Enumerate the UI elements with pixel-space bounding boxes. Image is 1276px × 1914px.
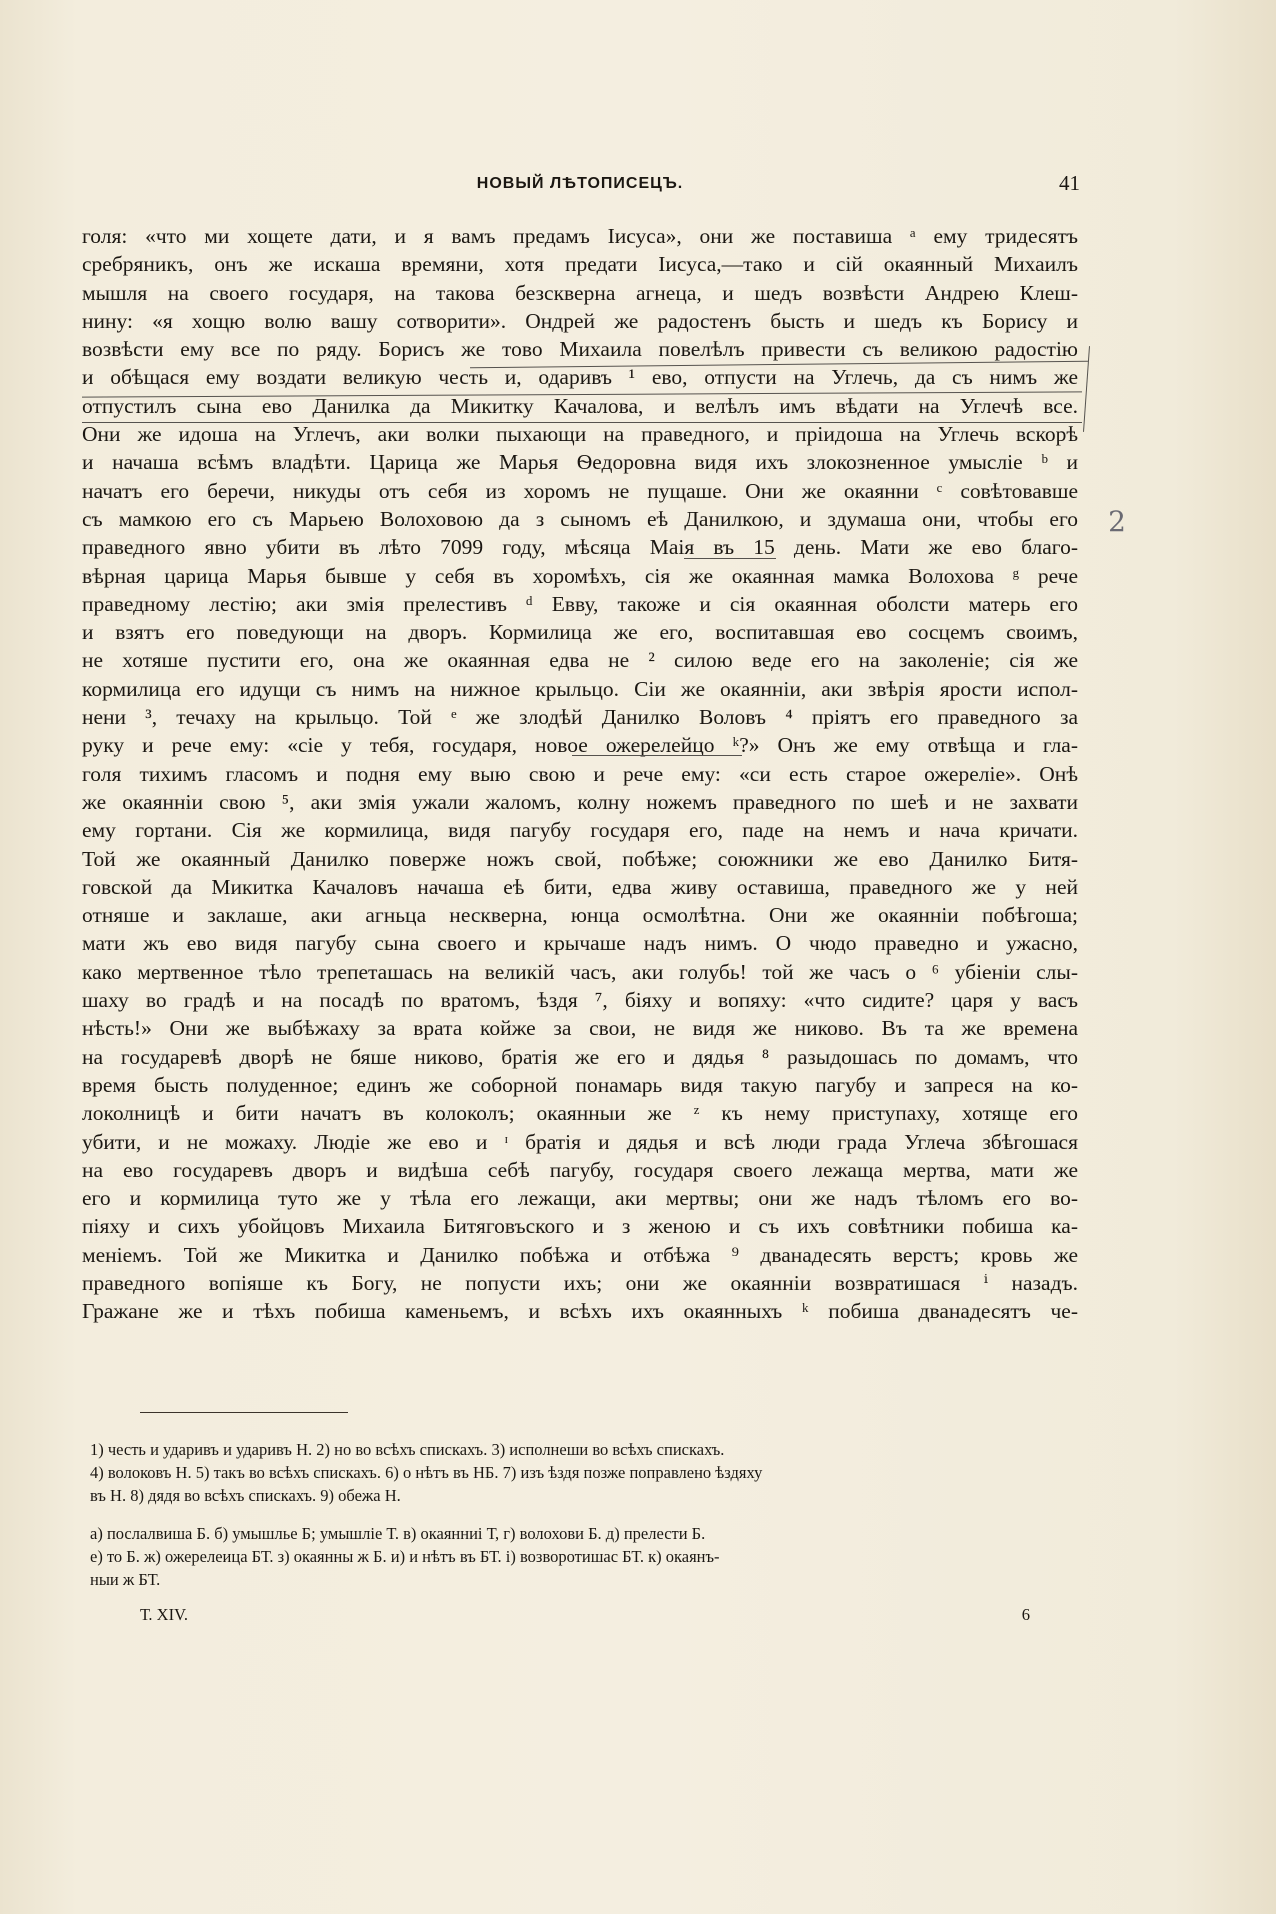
pencil-underline [82,422,1082,423]
footnote-line: е) то Б. ж) ожерелеица БТ. з) окаянны ж Б. и) и нѣтъ въ БТ. і) возворотишас БТ. к) окаянъ- [90,1547,720,1566]
lettered-footnotes [90,1522,1076,1591]
text-line: съ мамкою его съ Марьею Волоховою да з сыномъ еѣ Данилкою, и здумаша они, чтобы его [82,506,1078,531]
footnote-line: 4) волоковъ Н. 5) такъ во всѣхъ спискахъ. 6) о нѣтъ въ НБ. 7) изъ ѣздя позже поправлено ѣздяху [90,1463,763,1482]
text-line: возвѣсти ему все по ряду. Борисъ же тово Михаила повелѣлъ привести съ великою радостію [82,337,1078,362]
running-title: НОВЫЙ ЛѢТОПИСЕЦЪ. [476,175,684,192]
text-line: и начаша всѣмъ владѣти. Царица же Марья Ѳедоровна видя ихъ злокозненное умысліе ᵇ и [82,450,1078,475]
text-line: Гражане же и тѣхъ побиша каменьемъ, и всѣхъ ихъ окаянныхъ ᵏ побиша дванадесятъ че- [82,1299,1078,1324]
footnote-rule [140,1412,348,1413]
text-line: начатъ его беречи, никуды отъ себя из хоромъ не пущаше. Они же окаянни ᶜ совѣтовавше [82,478,1078,503]
volume-label: Т. XIV. [140,1605,189,1624]
text-line: нѣсть!» Они же выбѣжаху за врата койже за свои, не видя же никово. Въ та же времена [82,1016,1078,1041]
text-line: мати жъ ево видя пагубу сына своего и крычаше надъ нимъ. О чюдо праведно и ужасно, [82,931,1078,956]
text-line: и взятъ его поведующи на дворъ. Кормилица же его, воспитавшая ево сосцемъ своимъ, [82,620,1078,645]
text-line: и обѣщася ему воздати великую честь и, одаривъ ¹ ево, отпусти на Углечь, да съ нимъ же [82,365,1078,390]
page-number: 41 [1059,171,1080,195]
text-line: ему гортани. Сія же кормилица, видя пагубу государя его, паде на немъ и нача кричати. [82,818,1078,843]
text-line: нени ³, течаху на крыльцо. Той ᵉ же злодѣй Данилко Воловъ ⁴ пріятъ его праведного за [82,705,1078,730]
text-line: голя: «что ми хощете дати, и я вамъ предамъ Іисуса», они же поставиша ᵃ ему тридесятъ [82,224,1078,248]
text-line: шаху во градѣ и на посадѣ по вратомъ, ѣздя ⁷, біяху и вопяху: «что сидите? царя у васъ [82,988,1078,1013]
pencil-underline [684,558,776,559]
text-line: отняше и заклаше, аки агньца нескверна, юнца осмолѣтна. Они же окаянніи побѣгоша; [82,903,1078,928]
text-line: кормилица его идущи съ нимъ на нижное крыльцо. Сіи же окаянніи, аки звѣрія ярости испол- [82,676,1078,701]
numbered-footnotes [90,1438,1076,1507]
text-line: Они же идоша на Углечъ, аки волки пыхающи на праведного, и пріидоша на Углечь вскорѣ [82,422,1078,447]
text-line: како мертвенное тѣло трепеташась на великій часъ, аки голубь! той же часъ о ⁶ убіеніи слы- [82,959,1078,984]
text-line: руку и рече ему: «сіе у тебя, государя, новое ожерелейцо ᵏ?» Онъ же ему отвѣща и гла- [82,733,1078,758]
text-line: на государевѣ дворѣ не бяше никово, братія же его и дядья ⁸ разыдошась по домамъ, что [82,1044,1078,1069]
main-text [82,222,1078,1326]
page-footer [140,1605,1030,1629]
margin-pencil-mark: 2 [1108,505,1126,538]
text-line: вѣрная царица Марья бывше у себя въ хоромѣхъ, сія же окаянная мамка Волохова ᵍ рече [82,563,1078,588]
text-line: нину: «я хощю волю вашу сотворити». Ондрей же радостенъ бысть и шедъ къ Борису и [82,308,1078,333]
text-line: праведного явно убити въ лѣто 7099 году, мѣсяца Маія въ 15 день. Мати же ево благо- [82,535,1078,560]
text-line: праведного вопіяше къ Богу, не попусти ихъ; они же окаянніи возвратишася ⁱ назадъ. [82,1270,1078,1295]
footnote-line: ныи ж БТ. [90,1570,161,1589]
text-line: время бысть полуденное; единъ же соборной понамарь видя такую пагубу и запреся на ко- [82,1072,1078,1097]
pencil-bracket [1083,346,1090,432]
text-line: его и кормилица туто же у тѣла его лежащи, аки мертвы; они же надъ тѣломъ его во- [82,1186,1078,1211]
text-line: на ево государевъ дворъ и видѣша себѣ пагубу, государя своего лежаща мертва, мати же [82,1157,1078,1182]
text-line: праведному лестію; аки змія прелестивъ ᵈ Евву, такоже и сія окаянная оболсти матерь его [82,591,1078,616]
text-line: сребряникъ, онъ же искаша времяни, хотя предати Іисуса,—тако и сій окаянный Михаилъ [82,252,1078,277]
sheet-number: 6 [1021,1605,1030,1624]
text-line: говской да Микитка Качаловъ начаша еѣ бити, едва живу оставиша, праведного же у ней [82,874,1078,899]
text-line: убити, и не можаху. Людіе же ево и ᶦ братія и дядья и всѣ люди града Углеча збѣгошася [82,1129,1078,1154]
text-line: меніемъ. Той же Микитка и Данилко побѣжа и отбѣжа ⁹ дванадесять верстъ; кровь же [82,1242,1078,1267]
text-line: не хотяше пустити его, она же окаянная едва не ² силою веде его на заколеніе; сія же [82,648,1078,673]
text-line: же окаянніи свою ⁵, аки змія ужали жаломъ, колну ножемъ праведного по шеѣ и не захвати [82,789,1078,814]
footnote-line: въ Н. 8) дядя во всѣхъ спискахъ. 9) обежа Н. [90,1486,401,1505]
text-line: Той же окаянный Данилко поверже ножъ свой, побѣже; союжники же ево Данилко Битя- [82,846,1078,871]
pencil-underline [572,755,742,756]
footnote-line: а) послалвиша Б. б) умышльe Б; умышліе Т. в) окаянниі Т, г) волохови Б. д) прелести Б. [90,1524,706,1543]
text-line: мышля на своего государя, на такова безскверна агнеца, и шедъ возвѣсти Андрею Клеш- [82,280,1078,305]
text-line: отпустилъ сына ево Данилка да Микитку Качалова, и велѣлъ имъ вѣдати на Углечѣ все. [82,393,1078,418]
footnote-line: 1) честь и ударивъ и ударивъ Н. 2) но во всѣхъ спискахъ. 3) исполнеши во всѣхъ спискахъ. [90,1440,725,1459]
page-header [80,171,1080,205]
text-line: локолницѣ и бити начатъ въ колоколъ; окаянныи же ᶻ къ нему приступаху, хотяще его [82,1101,1078,1126]
text-line: піяху и сихъ убойцовъ Михаила Битяговъского и з женою и съ ихъ совѣтники побиша ка- [82,1214,1078,1239]
text-line: голя тихимъ гласомъ и подня ему выю свою и рече ему: «си есть старое ожереліе». Онѣ [82,761,1078,786]
